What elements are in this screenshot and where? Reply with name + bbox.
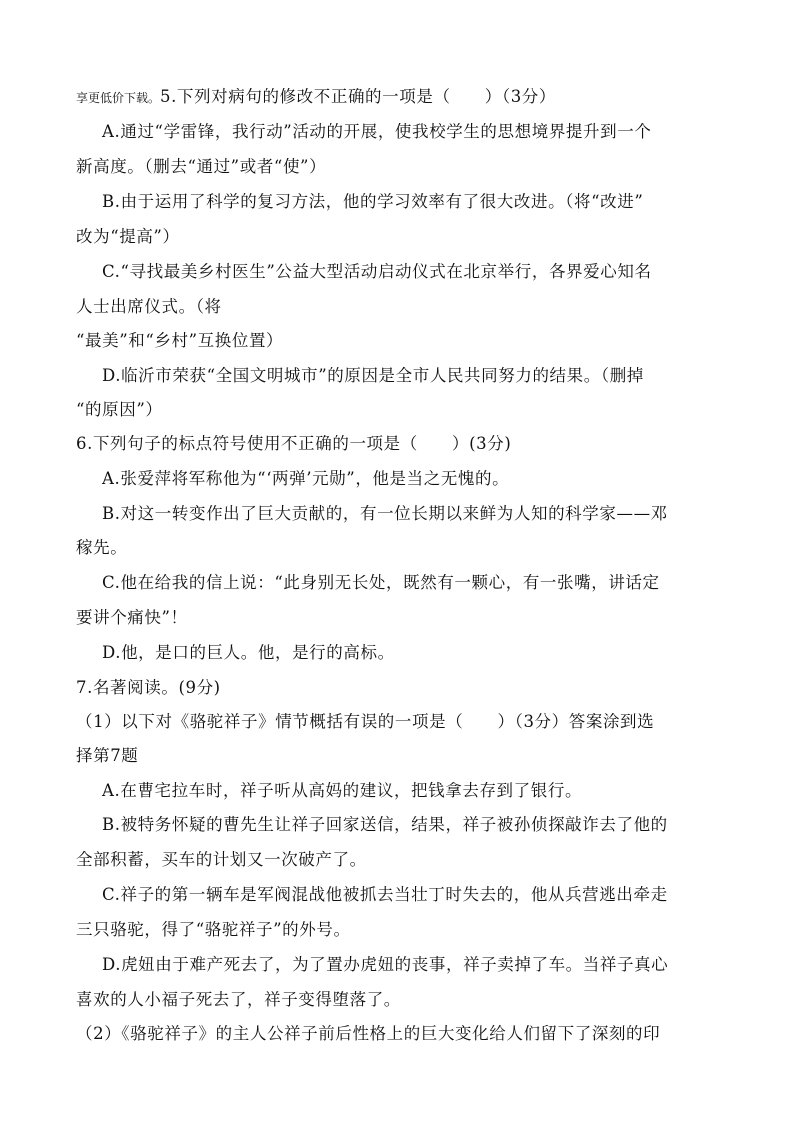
q7-option-c-line1: C.祥子的第一辆车是军阀混战他被抓去当壮丁时失去的，他从兵营逃出牵走	[102, 885, 668, 904]
q5-option-a-line1: A.通过“学雷锋，我行动”活动的开展，使我校学生的思想境界提升到一个	[102, 122, 652, 141]
q5-option-c-line1: C.“寻找最美乡村医生”公益大型活动启动仪式在北京举行，各界爱心知名	[102, 262, 652, 281]
q6-option-d: D.他，是口的巨人。他，是行的高标。	[102, 643, 395, 662]
q5-option-d-line2: “的原因”）	[76, 400, 163, 419]
q6-option-a: A.张爱萍将军称他为“‘两弹’元勋”，他是当之无愧的。	[102, 469, 510, 488]
q7-part1-line2: 择第7题	[76, 746, 139, 765]
q7-option-c-line2: 三只骆驼，得了“骆驼祥子”的外号。	[76, 920, 351, 939]
q6-option-b-line1: B.对这一转变作出了巨大贡献的，有一位长期以来鲜为人知的科学家——邓	[102, 504, 668, 523]
q7-option-a: A.在曹宅拉车时，祥子听从高妈的建议，把钱拿去存到了银行。	[102, 781, 583, 800]
download-prefix: 享更低价下载。	[76, 91, 161, 105]
q5-option-b-line1: B.由于运用了科学的复习方法，他的学习效率有了很大改进。（将“改进”	[102, 192, 644, 211]
q7-option-d-line1: D.虎妞由于难产死去了，为了置办虎妞的丧事，祥子卖掉了车。当祥子真心	[102, 955, 669, 974]
q7-option-d-line2: 喜欢的人小福子死去了，祥子变得堕落了。	[76, 990, 401, 1009]
q5-option-b-line2: 改为“提高”）	[76, 227, 180, 246]
q6-stem: 6.下列句子的标点符号使用不正确的一项是（ ）(3分)	[76, 434, 512, 453]
q5-option-d-line1: D.临沂市荣获“全国文明城市”的原因是全市人民共同努力的结果。（删掉	[102, 366, 644, 385]
q5-stem-line	[76, 87, 556, 108]
q6-option-c-line2: 要讲个痛快”！	[76, 608, 188, 627]
q6-option-b-line2: 稼先。	[76, 538, 128, 557]
q7-option-b-line1: B.被特务怀疑的曹先生让祥子回家送信，结果，祥子被孙侦探敲诈去了他的	[102, 815, 668, 834]
q7-part1-line1: （1）以下对《骆驼祥子》情节概括有误的一项是（ ）（3分）答案涂到选	[76, 712, 655, 731]
q7-stem: 7.名著阅读。(9分)	[76, 678, 221, 697]
q5-option-c-line3: “最美”和“乡村”互换位置）	[76, 331, 284, 350]
q5-option-c-line2: 人士出席仪式。（将	[76, 297, 222, 316]
q7-part2-line1: （2）《骆驼祥子》的主人公祥子前后性格上的巨大变化给人们留下了深刻的印	[76, 1024, 661, 1043]
q7-option-b-line2: 全部积蓄，买车的计划又一次破产了。	[76, 850, 367, 869]
q5-option-a-line2: 新高度。（删去“通过”或者“使”）	[76, 157, 327, 176]
q6-option-c-line1: C.他在给我的信上说：“此身别无长处，既然有一颗心，有一张嘴，讲话定	[102, 573, 660, 592]
q5-stem: 5.下列对病句的修改不正确的一项是（ ）（3分）	[160, 87, 557, 106]
